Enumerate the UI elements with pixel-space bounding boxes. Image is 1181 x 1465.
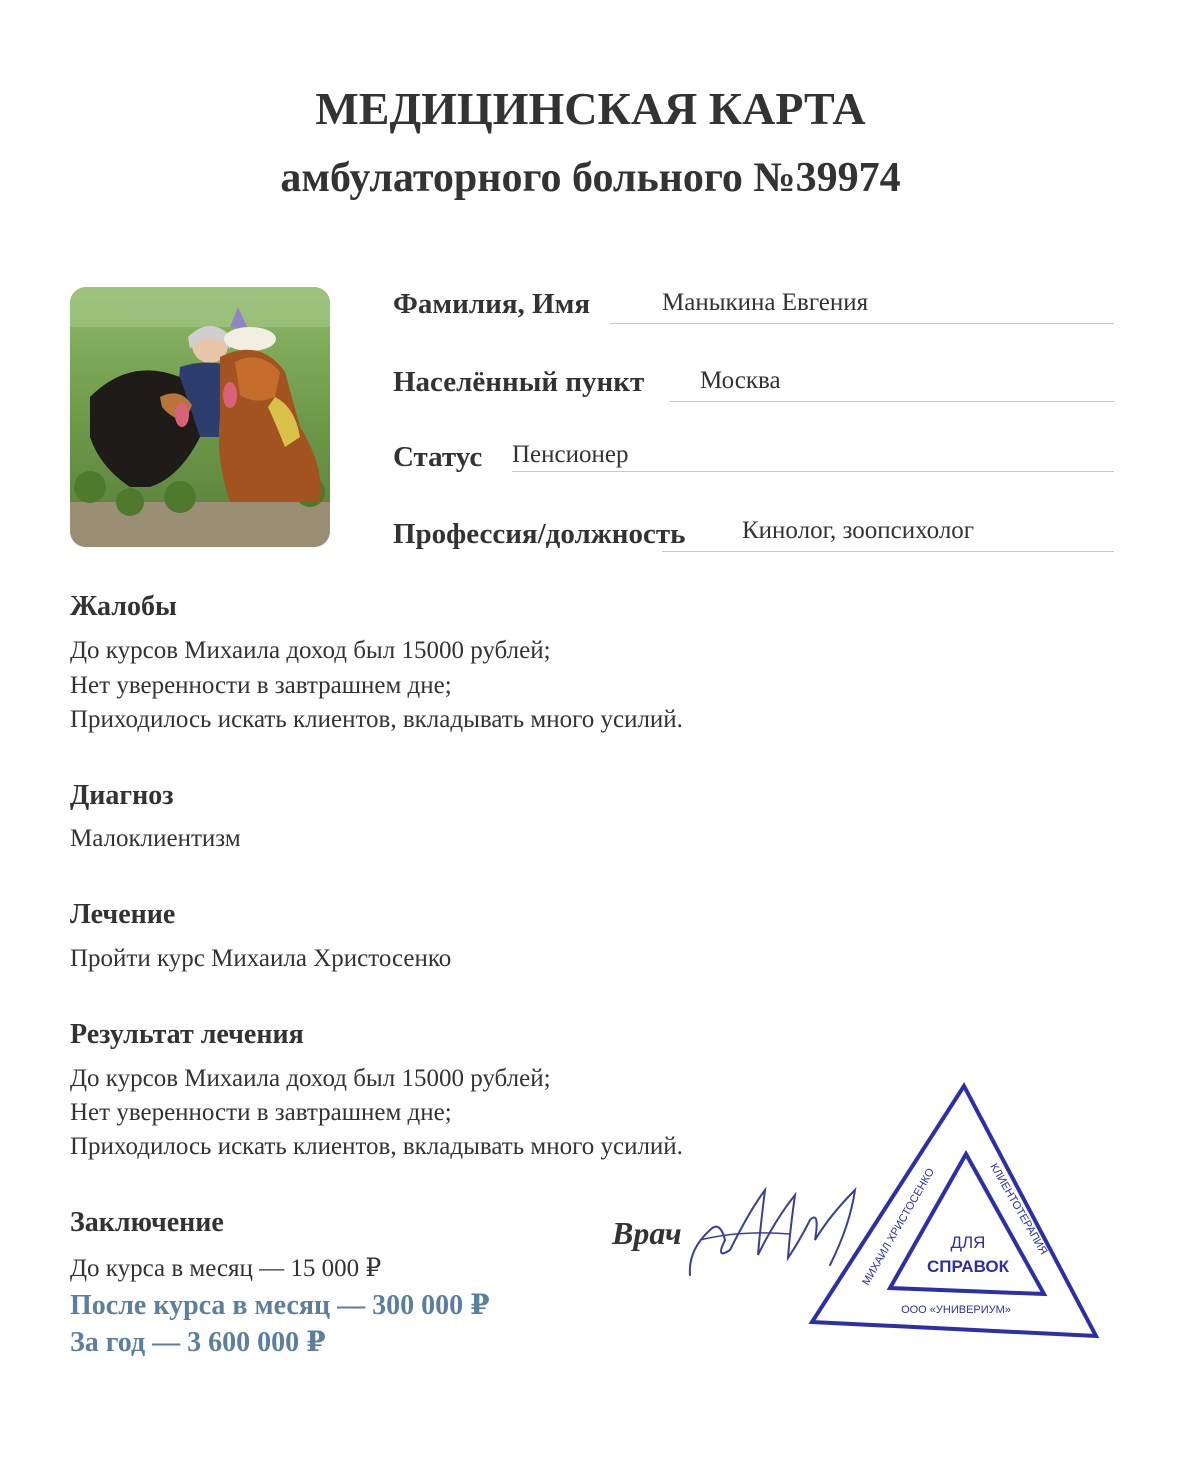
field-city-label: Населённый пункт	[393, 366, 645, 398]
diagnosis-title: Диагноз	[70, 780, 174, 811]
field-name-label: Фамилия, Имя	[393, 288, 591, 320]
field-profession-value: Кинолог, зоопсихолог	[742, 517, 975, 544]
complaints-line: До курсов Михаила доход был 15000 рублей;	[70, 637, 551, 664]
stamp-bottom: ООО «УНИВЕРИУМ»	[901, 1304, 1011, 1316]
diagnosis-text: Малоклиентизм	[70, 825, 241, 852]
conclusion-after: После курса в месяц — 300 000 ₽	[70, 1290, 490, 1321]
result-line: Нет уверенности в завтрашнем дне;	[70, 1099, 452, 1126]
treatment-title: Лечение	[70, 899, 176, 930]
complaints-line: Нет уверенности в завтрашнем дне;	[70, 672, 452, 699]
treatment-text: Пройти курс Михаила Христосенко	[70, 945, 452, 972]
stamp-left: МИХАИЛ ХРИСТОСЕНКО	[860, 1166, 938, 1288]
field-profession-label: Профессия/должность	[393, 518, 686, 550]
page-title: МЕДИЦИНСКАЯ КАРТА	[315, 83, 866, 134]
conclusion-year: За год — 3 600 000 ₽	[70, 1327, 326, 1358]
field-city-rule	[670, 401, 1114, 402]
conclusion-before: До курса в месяц — 15 000 ₽	[70, 1255, 382, 1282]
doctor-label: Врач	[612, 1215, 682, 1251]
result-title: Результат лечения	[70, 1019, 304, 1050]
complaints-title: Жалобы	[70, 591, 177, 622]
field-name-rule	[610, 323, 1114, 324]
stamp-center-2: СПРАВОК	[926, 1257, 1010, 1276]
field-profession-rule	[662, 551, 1114, 552]
stamp-right: КЛИЕНТОТЕРАПИЯ	[987, 1161, 1050, 1257]
stamp	[806, 1078, 1102, 1342]
field-city-value: Москва	[700, 367, 781, 394]
conclusion-title: Заключение	[70, 1207, 224, 1238]
field-status-rule	[512, 471, 1114, 472]
result-line: До курсов Михаила доход был 15000 рублей;	[70, 1065, 551, 1092]
result-line: Приходилось искать клиентов, вкладывать много усилий.	[70, 1133, 683, 1160]
field-status-value: Пенсионер	[512, 441, 629, 468]
field-status-label: Статус	[393, 441, 483, 473]
patient-photo	[70, 287, 330, 547]
stamp-center-1: ДЛЯ	[950, 1233, 986, 1252]
page-subtitle: амбулаторного больного №39974	[280, 155, 901, 201]
complaints-line: Приходилось искать клиентов, вкладывать много усилий.	[70, 706, 683, 733]
field-name-value: Маныкина Евгения	[662, 289, 869, 316]
